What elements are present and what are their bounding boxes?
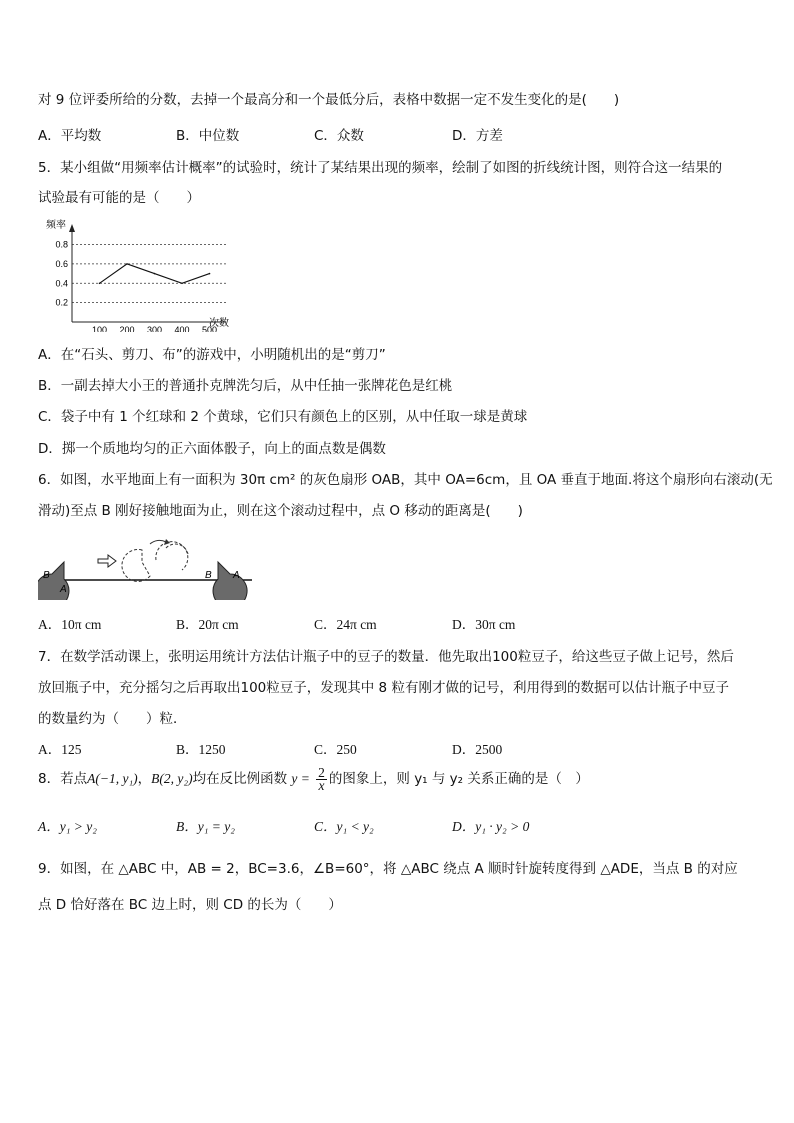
q6-option-a: A．10π cm bbox=[38, 617, 102, 632]
q9-line2: 点 D 恰好落在 BC 边上时，则 CD 的长为（ ） bbox=[38, 897, 342, 913]
q5-stem-line1: 5．某小组做“用频率估计概率”的试验时，统计了某结果出现的频率，绘制了如图的折线统计图，则符合这一结果的 bbox=[38, 160, 723, 176]
q8-frac-num: 2 bbox=[318, 764, 325, 780]
chart-x-tick-label: 200 bbox=[119, 325, 135, 332]
q7-option-b: B．1250 bbox=[176, 742, 226, 757]
label-o-right: O bbox=[209, 548, 217, 559]
q6-option-d: D．30π cm bbox=[452, 617, 516, 632]
chart-y-tick-label: 0.8 bbox=[55, 239, 68, 250]
q8-point-b: B(2, y₂) bbox=[151, 771, 193, 786]
frequency-line-chart bbox=[38, 216, 238, 332]
q8-prefix: 8．若点 bbox=[38, 771, 88, 787]
chart-y-label: 频率 bbox=[46, 220, 66, 231]
label-a-left: A bbox=[60, 584, 67, 595]
chart-y-tick-label: 0.4 bbox=[55, 278, 68, 289]
q7-line3: 的数量约为（ ）粒． bbox=[38, 711, 187, 727]
chart-data-point bbox=[181, 282, 183, 284]
q8-stem bbox=[38, 766, 589, 792]
sector-rolling-2 bbox=[156, 542, 188, 570]
q9-line1: 9．如图，在 △ABC 中，AB = 2，BC=3.6，∠B=60°，将 △ABC 绕点 A 顺时针旋转度得到 △ADE，当点 B 的对应 bbox=[38, 861, 738, 877]
chart-x-tick-label: 400 bbox=[174, 325, 190, 332]
q4-option-a: A．平均数 bbox=[38, 128, 102, 144]
label-b-left: B bbox=[43, 570, 50, 581]
q4-option-b: B．中位数 bbox=[176, 128, 240, 144]
q4-stem: 对 9 位评委所给的分数，去掉一个最高分和一个最低分后，表格中数据一定不发生变化的是( ) bbox=[38, 92, 620, 108]
q8-fraction bbox=[316, 764, 327, 793]
chart-data-point bbox=[154, 273, 156, 275]
sector-right bbox=[213, 562, 247, 600]
q6-option-b: B．20π cm bbox=[176, 617, 239, 632]
q7-option-c: C．250 bbox=[314, 742, 357, 757]
label-a-right: A bbox=[233, 570, 240, 581]
sector-rolling-1 bbox=[122, 549, 150, 581]
chart-y-tick-label: 0.2 bbox=[55, 297, 68, 308]
q7-line1: 7．在数学活动课上，张明运用统计方法估计瓶子中的豆子的数量．他先取出100粒豆子，给这些豆子做上记号，然后 bbox=[38, 649, 734, 665]
q7-option-d: D．2500 bbox=[452, 742, 503, 757]
q4-option-d: D．方差 bbox=[452, 128, 503, 144]
q8-mid: 均在反比例函数 bbox=[192, 771, 288, 787]
right-arrow-icon bbox=[98, 555, 116, 567]
chart-x-tick-label: 300 bbox=[146, 325, 163, 332]
q8-point-a: A(−1, y₁) bbox=[87, 771, 138, 786]
q8-option-c: C．y₁ < y₂ bbox=[314, 819, 374, 834]
q8-frac-den: x bbox=[318, 777, 325, 793]
q5-option-a: A．在“石头、剪刀、布”的游戏中，小明随机出的是“剪刀” bbox=[38, 347, 386, 363]
q8-sep: ， bbox=[137, 771, 152, 787]
rolling-sector-figure bbox=[38, 530, 260, 600]
chart-data-point bbox=[209, 273, 211, 275]
q7-line2: 放回瓶子中，充分摇匀之后再取出100粒豆子，发现其中 8 粒有刚才做的记号，利用得到的数据可以估计瓶子中豆子 bbox=[38, 680, 729, 696]
label-o-left: O bbox=[67, 548, 75, 559]
q8-option-b: B．y₁ = y₂ bbox=[176, 819, 235, 834]
q6-option-c: C．24π cm bbox=[314, 617, 377, 632]
chart-data-point bbox=[126, 263, 128, 265]
chart-y-tick-label: 0.6 bbox=[55, 258, 68, 269]
q8-option-d: D．y₁ · y₂ > 0 bbox=[452, 819, 530, 834]
label-b-right: B bbox=[205, 570, 212, 581]
chart-x-tick-label: 500 bbox=[201, 325, 218, 332]
q8-func-lhs: y = bbox=[291, 771, 310, 786]
chart-x-tick-label: 100 bbox=[91, 325, 108, 332]
q6-stem-line2: 滑动)至点 B 刚好接触地面为止，则在这个滚动过程中，点 O 移动的距离是( ) bbox=[38, 503, 523, 519]
chart-y-axis-arrow bbox=[69, 224, 75, 232]
q5-option-c: C．袋子中有 1 个红球和 2 个黄球，它们只有颜色上的区别，从中任取一球是黄球 bbox=[38, 409, 528, 425]
chart-x-label: 次数 bbox=[209, 318, 229, 329]
q7-option-a: A．125 bbox=[38, 742, 82, 757]
rolling-arrow-icon bbox=[150, 540, 166, 544]
q8-option-a: A．y₁ > y₂ bbox=[38, 819, 97, 834]
q6-stem-line1: 6．如图，水平地面上有一面积为 30π cm² 的灰色扇形 OAB，其中 OA=6cm，且 OA 垂直于地面.将这个扇形向右滚动(无 bbox=[38, 472, 773, 488]
q5-option-b: B．一副去掉大小王的普通扑克牌洗匀后，从中任抽一张牌花色是红桃 bbox=[38, 378, 453, 394]
q5-stem-line2: 试验最有可能的是（ ） bbox=[38, 190, 200, 206]
q4-option-c: C．众数 bbox=[314, 128, 364, 144]
q5-option-d: D．掷一个质地均匀的正六面体骰子，向上的面点数是偶数 bbox=[38, 441, 386, 457]
chart-data-point bbox=[99, 282, 101, 284]
q8-suffix: 的图象上，则 y₁ 与 y₂ 关系正确的是（ ） bbox=[328, 771, 589, 787]
